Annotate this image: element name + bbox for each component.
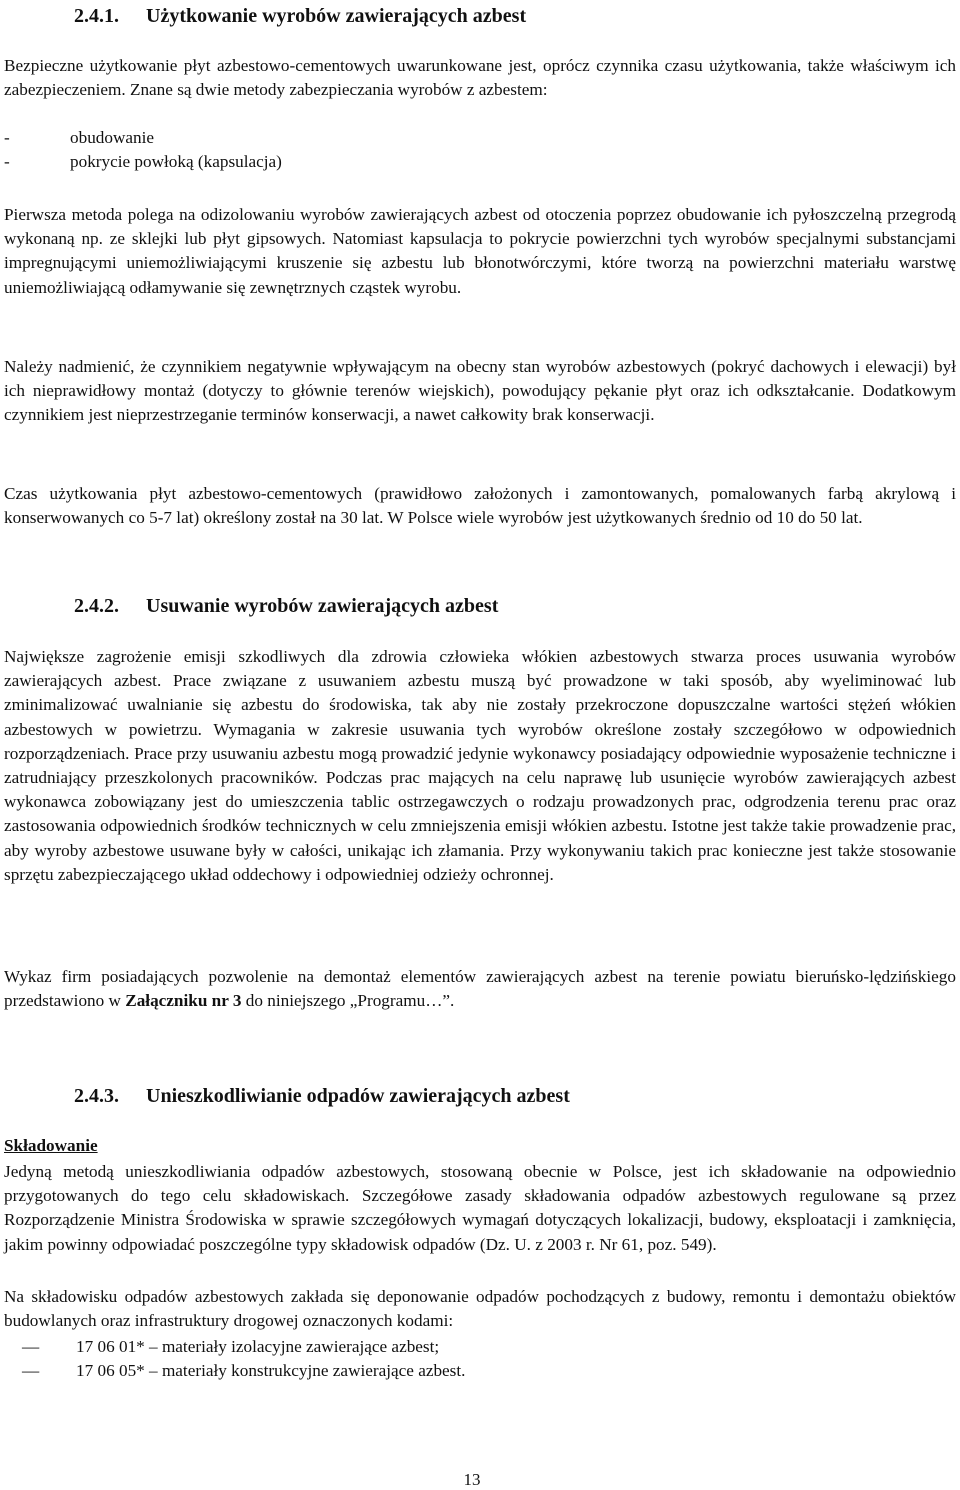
waste-codes-list (4, 1335, 956, 1383)
list-item-text: 17 06 05* – materiały konstrukcyjne zawierające azbest. (76, 1361, 466, 1381)
section-title: Usuwanie wyrobów zawierających azbest (146, 595, 499, 617)
paragraph: Największe zagrożenie emisji szkodliwych dla zdrowia człowieka włókien azbestowych stwarza proces usuwania wyrobów zawierających azbest. Prace związane z usuwaniem azbestu muszą być prowadzone w taki sposób, aby wyeliminować lub zminimalizować uwalnianie się azbestu do środowiska, tak aby nie zostały przekroczone dopuszczalne wartości stężeń włókien azbestowych w powietrzu. Wymagania w zakresie usuwania tych wyrobów określone zostały szczegółowo w odpowiednich rozporządzeniach. Prace przy usuwaniu azbestu mogą prowadzić jedynie wykonawcy posiadający odpowiednie wyposażenie techniczne i zatrudniający przeszkolonych pracowników. Podczas prac mających na celu naprawę lub usunięcie wyrobów zawierających azbest wykonawca zobowiązany jest do umieszczenia tablic ostrzegawczych o rodzaju prowadzonych prac, odgrodzenia terenu prac oraz zastosowania odpowiednich środków technicznych w celu zmniejszenia emisji włókien azbestu. Istotne jest także takie prowadzenie prac, aby wyroby azbestowe usuwane były w całości, unikając ich złamania. Przy wykonywaniu takich prac konieczne jest także stosowanie sprzętu zabezpieczającego układ oddechowy i odpowiedniej odzieży ochronnej. (4, 647, 956, 884)
paragraph: Pierwsza metoda polega na odizolowaniu wyrobów zawierających azbest od otoczenia poprzez obudowanie ich pyłoszczelną przegrodą wykonaną np. ze sklejki lub płyt gipsowych. Natomiast kapsulacja to pokrycie powierzchni tych wyrobów specjalnymi substancjami impregnującymi uniemożliwiającymi kruszenie się azbestu lub błonotwórczymi, które tworzą na powierzchni materiału warstwę uniemożliwiającą odłamywanie się zewnętrznych cząstek wyrobu. (4, 205, 956, 297)
paragraph: Jedyną metodą unieszkodliwiania odpadów azbestowych, stosowaną obecnie w Polsce, jest ich składowanie na odpowiednio przygotowanych do tego celu składowiskach. Szczegółowe zasady składowania odpadów azbestowych regulowane są przez Rozporządzenie Ministra Środowiska w sprawie szczegółowych wymagań dotyczących lokalizacji, budowy, eksploatacji i zamknięcia, jakim powinny odpowiadać poszczególne typy składowisk odpadów (Dz. U. z 2003 r. Nr 61, poz. 549). (4, 1162, 956, 1254)
paragraph: Bezpieczne użytkowanie płyt azbestowo-cementowych uwarunkowane jest, oprócz czynnika czasu użytkowania, także właściwym ich zabezpieczeniem. Znane są dwie metody zabezpieczania wyrobów z azbestem: (4, 56, 956, 100)
list-item (4, 150, 956, 174)
section-heading-2-4-3 (74, 1084, 570, 1108)
list-item-text: obudowanie (70, 128, 155, 147)
section-heading-2-4-1 (74, 4, 526, 28)
list-item-text: 17 06 01* – materiały izolacyjne zawierające azbest; (76, 1337, 440, 1356)
section-title: Unieszkodliwianie odpadów zawierających azbest (146, 1085, 570, 1107)
list-dash: — (22, 1337, 40, 1356)
methods-list (4, 126, 956, 174)
list-dash: - (4, 152, 10, 172)
list-item (4, 1335, 956, 1359)
list-item (4, 126, 956, 150)
paragraph-text: do niniejszego „Programu…”. (241, 991, 455, 1011)
section-number: 2.4.1. (74, 5, 119, 27)
page-number: 13 (463, 1470, 481, 1489)
paragraph (4, 965, 956, 1013)
list-item-text: pokrycie powłoką (kapsulacja) (70, 152, 282, 172)
paragraph: Na składowisku odpadów azbestowych zakłada się deponowanie odpadów pochodzących z budowy, remontu i demontażu obiektów budowlanych oraz infrastruktury drogowej oznaczonych kodami: (4, 1287, 956, 1331)
list-dash: - (4, 128, 10, 147)
section-title: Użytkowanie wyrobów zawierających azbest (146, 5, 527, 27)
list-item (4, 1359, 956, 1383)
section-number: 2.4.3. (74, 1085, 119, 1107)
paragraph: Należy nadmienić, że czynnikiem negatywnie wpływającym na obecny stan wyrobów azbestowych (pokryć dachowych i elewacji) był ich nieprawidłowy montaż (dotyczy to głównie terenów wiejskich), powodujący pękanie płyt oraz ich odkształcanie. Dodatkowym czynnikiem jest nieprzestrzeganie terminów konserwacji, a nawet całkowity brak konserwacji. (4, 357, 956, 425)
attachment-reference: Załączniku nr 3 (125, 991, 242, 1011)
paragraph-text: Wykaz firm posiadających pozwolenie na demontaż elementów zawierających azbest na terenie powiatu bieruńsko-lędzińskiego przedstawiono w (4, 967, 956, 1011)
section-number: 2.4.2. (74, 595, 119, 617)
section-heading-2-4-2 (74, 594, 498, 618)
subheading: Składowanie (4, 1136, 98, 1155)
paragraph: Czas użytkowania płyt azbestowo-cementowych (prawidłowo założonych i zamontowanych, pomalowanych farbą akrylową i konserwowanych co 5-7 lat) określony został na 30 lat. W Polsce wiele wyrobów jest użytkowanych średnio od 10 do 50 lat. (4, 484, 956, 528)
list-dash: — (22, 1361, 40, 1381)
